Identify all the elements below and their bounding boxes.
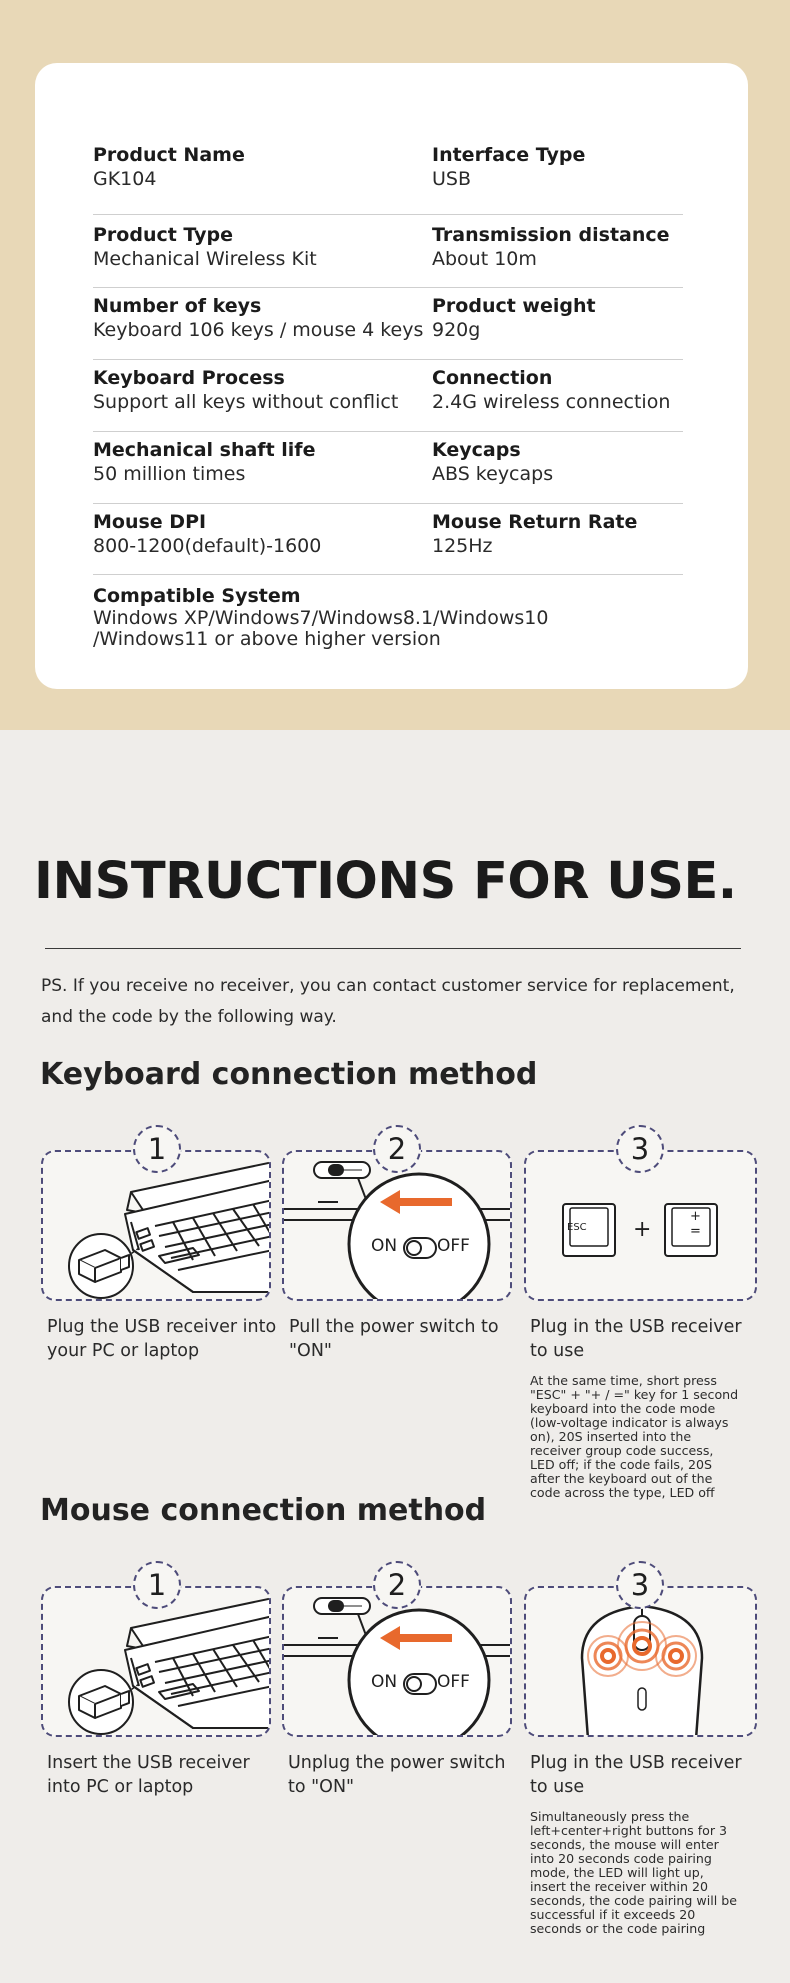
spec-label: Interface Type (432, 144, 586, 166)
spec-label: Number of keys (93, 295, 262, 317)
spec-cell (93, 438, 315, 486)
laptop-usb-icon (43, 1152, 271, 1301)
plus-key-bottom: = (690, 1224, 701, 1239)
spec-value: USB (432, 168, 472, 190)
switch-on-label: ON (371, 1672, 398, 1692)
spec-label: Mouse Return Rate (432, 511, 638, 533)
spec-label: Keycaps (432, 439, 521, 461)
spec-value: 2.4G wireless connection (432, 391, 671, 413)
spec-value: Support all keys without conflict (93, 391, 399, 413)
spec-label: Keyboard Process (93, 367, 285, 389)
spec-label: Mechanical shaft life (93, 439, 316, 461)
spec-cell (93, 143, 245, 191)
spec-cell (93, 366, 398, 414)
step-caption: Plug in the USB receiver to use (530, 1317, 742, 1361)
step-number-badge: 2 (373, 1125, 421, 1173)
spec-cell (432, 366, 670, 414)
spec-label: Product weight (432, 295, 596, 317)
spec-label: Compatible System (93, 585, 301, 607)
step-caption: Plug in the USB receiver to use (530, 1753, 742, 1797)
spec-cell (432, 223, 670, 271)
spec-cell (93, 223, 317, 271)
spec-row (93, 504, 683, 575)
spec-label: Product Type (93, 224, 234, 246)
spec-cell (432, 143, 585, 191)
spec-value: 920g (432, 319, 481, 341)
mouse-section-title: Mouse connection method (40, 1493, 487, 1528)
page-title: INSTRUCTIONS FOR USE. (34, 852, 737, 911)
spec-cell (93, 584, 613, 650)
spec-value: 50 million times (93, 463, 246, 485)
laptop-usb-icon (43, 1588, 271, 1737)
spec-cell (432, 510, 637, 558)
esc-key-label: ESC (567, 1222, 587, 1233)
spec-card (35, 63, 748, 689)
spec-cell (93, 294, 423, 342)
switch-on-label: ON (371, 1236, 398, 1256)
power-switch-icon (284, 1588, 512, 1737)
spec-row (93, 215, 683, 288)
step-number-badge: 3 (616, 1125, 664, 1173)
step-caption: Pull the power switch to "ON" (289, 1317, 499, 1361)
plus-sign: + (633, 1217, 652, 1242)
step-number-badge: 2 (373, 1561, 421, 1609)
spec-band (0, 0, 790, 730)
spec-value: Windows XP/Windows7/Windows8.1/Windows10 /Windows11 or above higher version (93, 607, 549, 650)
spec-cell (432, 438, 553, 486)
spec-row (93, 360, 683, 432)
keyboard-section-title: Keyboard connection method (40, 1057, 538, 1092)
spec-value: ABS keycaps (432, 463, 554, 485)
switch-off-label: OFF (437, 1236, 470, 1256)
step-number-badge: 1 (133, 1561, 181, 1609)
step-caption: Unplug the power switch to "ON" (288, 1753, 506, 1797)
spec-value: About 10m (432, 248, 537, 270)
spec-row (93, 288, 683, 360)
spec-cell (432, 294, 596, 342)
spec-label: Product Name (93, 144, 245, 166)
spec-value: Keyboard 106 keys / mouse 4 keys (93, 319, 424, 341)
step-caption: Insert the USB receiver into PC or laptop (47, 1753, 250, 1797)
step-detail: At the same time, short press "ESC" + "+ / =" key for 1 second keyboard into the code mode (low-voltage indicator is always on), 20S inserted into the receiver group code success, LED off; if the code fails, 20S after the keyboard out of the code across the type, LED off (530, 1373, 739, 1500)
spec-label: Connection (432, 367, 553, 389)
power-switch-icon (284, 1152, 512, 1301)
switch-off-label: OFF (437, 1672, 470, 1692)
spec-row (93, 143, 683, 215)
step-caption: Plug the USB receiver into your PC or laptop (47, 1317, 277, 1361)
spec-value: Mechanical Wireless Kit (93, 248, 317, 270)
divider (45, 948, 741, 949)
step-number-badge: 3 (616, 1561, 664, 1609)
spec-value: 800-1200(default)-1600 (93, 535, 322, 557)
spec-value: 125Hz (432, 535, 493, 557)
spec-row-compatible (93, 575, 683, 665)
ps-note: PS. If you receive no receiver, you can contact customer service for replacement, and the code by the following way. (41, 976, 735, 1027)
plus-key-top: + (690, 1209, 701, 1224)
spec-cell (93, 510, 321, 558)
spec-value: GK104 (93, 168, 157, 190)
spec-label: Mouse DPI (93, 511, 207, 533)
step-detail: Simultaneously press the left+center+right buttons for 3 seconds, the mouse will enter into 20 seconds code pairing mode, the LED will light up, insert the receiver within 20 seconds, the code pairing will be successful if it exceeds 20 seconds or the code pairing (530, 1809, 737, 1936)
spec-label: Transmission distance (432, 224, 670, 246)
step-number-badge: 1 (133, 1125, 181, 1173)
mouse-buttons-icon (526, 1588, 757, 1737)
spec-row (93, 432, 683, 504)
